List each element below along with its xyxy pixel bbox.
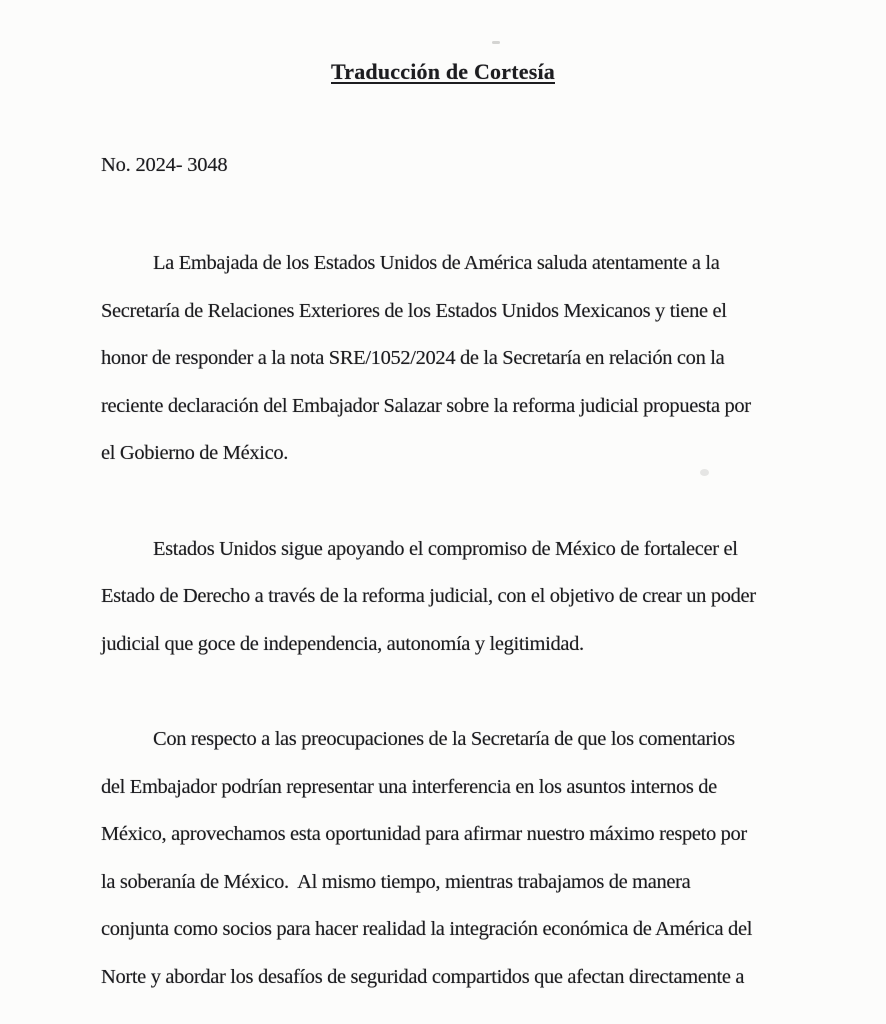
text-line: La Embajada de los Estados Unidos de América saluda atentamente a la <box>153 252 720 274</box>
text-line: Norte y abordar los desafíos de seguridad compartidos que afectan directamente a <box>101 965 745 988</box>
text-line: Estado de Derecho a través de la reforma judicial, con el objetivo de crear un poder <box>101 585 756 607</box>
text-line: la soberanía de México. Al mismo tiempo, mientras trabajamos de manera <box>101 870 691 893</box>
text-line: conjunta como socios para hacer realidad la integración económica de América del <box>101 918 753 940</box>
text-line: honor de responder a la nota SRE/1052/2024 de la Secretaría en relación con la <box>101 347 725 369</box>
doc-number: No. 2024- 3048 <box>101 154 228 176</box>
text-line: Estados Unidos sigue apoyando el compromiso de México de fortalecer el <box>153 537 738 560</box>
paragraph <box>101 526 821 669</box>
note-body <box>101 240 821 1001</box>
text-line: del Embajador podrían representar una interferencia en los asuntos internos de <box>101 775 717 798</box>
paragraph <box>101 240 821 478</box>
paragraph <box>101 716 821 1001</box>
scan-artifact-dot <box>492 41 500 44</box>
text-line: reciente declaración del Embajador Salazar sobre la reforma judicial propuesta por <box>101 394 751 417</box>
page-title: Traducción de Cortesía <box>331 59 555 84</box>
text-line: judicial que goce de independencia, autonomía y legitimidad. <box>101 632 584 655</box>
text-line: Secretaría de Relaciones Exteriores de los Estados Unidos Mexicanos y tiene el <box>101 299 727 322</box>
text-line: el Gobierno de México. <box>101 442 288 464</box>
text-line: México, aprovechamos esta oportunidad para afirmar nuestro máximo respeto por <box>101 823 747 845</box>
text-line: Con respecto a las preocupaciones de la Secretaría de que los comentarios <box>153 728 735 750</box>
